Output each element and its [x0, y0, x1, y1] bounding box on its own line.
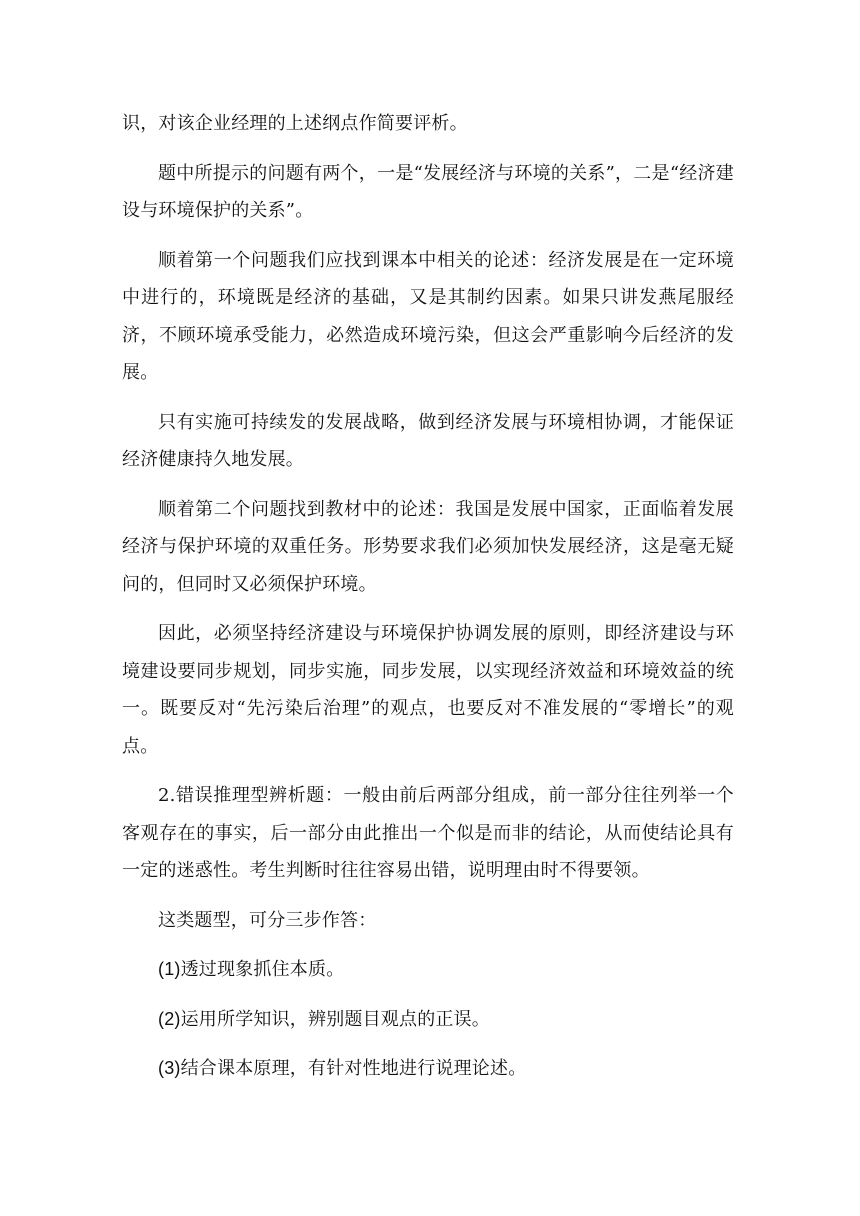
step-number: (3) — [158, 1058, 181, 1078]
step-text: 运用所学知识，辨别题目观点的正误。 — [180, 1008, 491, 1030]
paragraph-three-steps-intro: 这类题型，可分三步作答： — [158, 909, 377, 931]
step-text: 透过现象抓住本质。 — [180, 959, 345, 980]
step-text: 结合课本原理，有针对性地进行说理论述。 — [180, 1058, 527, 1079]
document-body — [122, 105, 734, 1100]
paragraph-sustainable-development: 只有实施可持续发的发展战略，做到经济发展与环境相协调，才能保证经济健康持久地发展。 — [122, 411, 734, 470]
paragraph-error-reasoning: 2.错误推理型辨析题：一般由前后两部分组成，前一部分往往列举一个客观存在的事实，后一部分由此推出一个似是而非的结论，从而使结论具有一定的迷惑性。考生判断时往往容易出错，说明理由时不得要领。 — [122, 785, 734, 881]
paragraph-first-question: 顺着第一个问题我们应找到课本中相关的论述：经济发展是在一定环境中进行的，环境既是经济的基础，又是其制约因素。如果只讲发燕尾服经济，不顾环境承受能力，必然造成环境污染，但这会严重影响今后经济的发展。 — [122, 249, 734, 383]
step-item-2 — [122, 1001, 734, 1039]
paragraph-conclusion: 因此，必须坚持经济建设与环境保护协调发展的原则，即经济建设与环境建设要同步规划，同步实施，同步发展，以实现经济效益和环境效益的统一。既要反对“先污染后治理”的观点，也要反对不准发展的“零增长”的观点。 — [122, 623, 734, 757]
paragraph-question-overview: 题中所提示的问题有两个，一是“发展经济与环境的关系”，二是“经济建设与环境保护的关系”。 — [122, 162, 734, 221]
step-item-1 — [122, 951, 734, 989]
paragraph-continuation: 识，对该企业经理的上述纲点作简要评析。 — [122, 113, 468, 134]
step-number: (2) — [158, 1008, 181, 1029]
step-number: (1) — [158, 959, 181, 979]
step-item-3 — [122, 1050, 734, 1088]
paragraph-second-question: 顺着第二个问题找到教材中的论述：我国是发展中国家，正面临着发展经济与保护环境的双重任务。形势要求我们必须加快发展经济，这是毫无疑问的，但同时又必须保护环境。 — [122, 498, 734, 595]
